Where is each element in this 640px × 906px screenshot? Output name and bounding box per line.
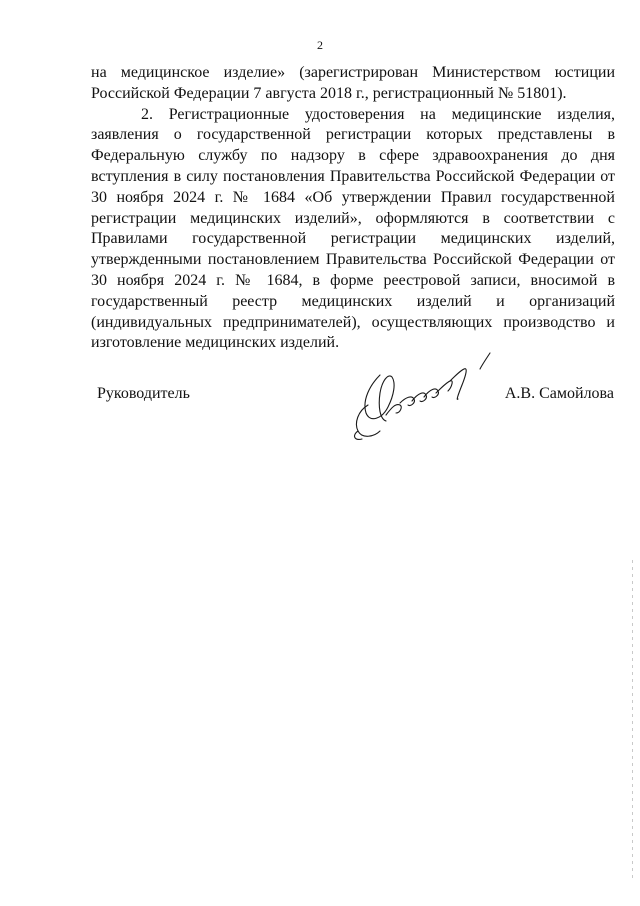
paragraph-continuation: на медицинское изделие» (зарегистрирован Министерством юстиции Российской Федерации 7 августа 2018 г., регистрационный № 51801). xyxy=(91,64,615,102)
signatory-title: Руководитель xyxy=(97,385,190,402)
signatory-name: А.В. Самойлова xyxy=(504,385,614,402)
handwritten-signature xyxy=(340,345,510,445)
paragraph-2: 2. Регистрационные удостоверения на медицинские изделия, заявления о государственной регистрации которых представлены в Федеральную службу по надзору в сфере здравоохранения до дня вступления в силу постановления Правительства Российской Федерации от 30 ноября 2024 г. № 1684 «Об утверждении Правил государственной регистрации медицинских изделий», оформляются в соответствии с Правилами государственной регистрации медицинских изделий, утвержденными постановлением Правительства Российской Федерации от 30 ноября 2024 г. № 1684, в форме реестровой записи, вносимой в государственный реестр медицинских изделий и организаций (индивидуальных предпринимателей), осуществляющих производство и изготовление медицинских изделий. xyxy=(91,105,615,352)
document-body xyxy=(91,63,615,354)
scan-edge-artifact xyxy=(632,560,633,880)
page-number: 2 xyxy=(317,38,323,52)
